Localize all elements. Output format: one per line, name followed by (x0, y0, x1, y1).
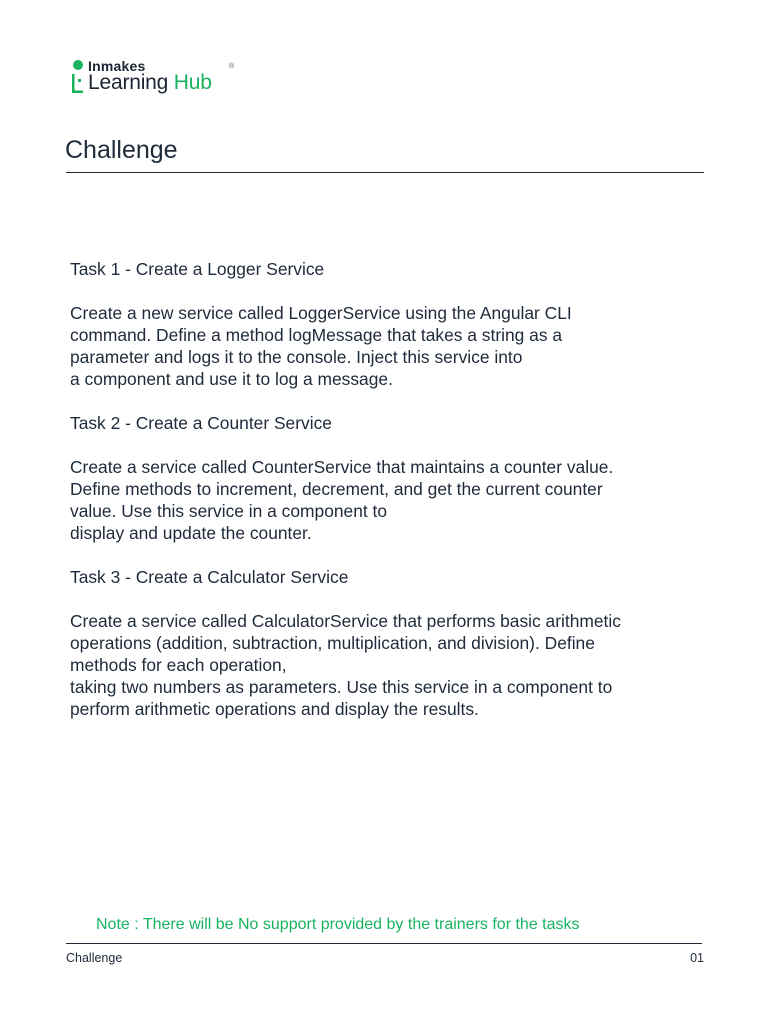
logo-brand: Inmakes (88, 58, 146, 74)
logo-name-learning: Learning (88, 71, 169, 94)
task-1-heading: Task 1 - Create a Logger Service (70, 259, 325, 279)
task-1-line: a component and use it to log a message. (70, 369, 393, 389)
task-3-heading: Task 3 - Create a Calculator Service (70, 567, 349, 587)
task-3-description (70, 610, 730, 720)
task-1-line: parameter and logs it to the console. Inject this service into (70, 347, 523, 367)
task-1-line: command. Define a method logMessage that takes a string as a (70, 325, 563, 345)
task-3-line: methods for each operation, (70, 655, 287, 675)
registered-mark: ® (229, 63, 235, 70)
footer-divider (66, 943, 702, 944)
footer-title: Challenge (66, 951, 123, 965)
logo-name (88, 71, 212, 95)
task-3-line: operations (addition, subtraction, multiplication, and division). Define (70, 633, 595, 653)
page-title: Challenge (65, 136, 178, 164)
logo-name-hub: Hub (173, 71, 212, 94)
task-2-heading: Task 2 - Create a Counter Service (70, 413, 332, 433)
page-number: 01 (690, 951, 704, 965)
logo-mark-icon (72, 73, 84, 93)
inmakes-logo (70, 58, 240, 98)
task-2-line: Define methods to increment, decrement, and get the current counter (70, 479, 603, 499)
task-1-line: Create a new service called LoggerService using the Angular CLI (70, 303, 572, 323)
support-note: Note : There will be No support provided by the trainers for the tasks (96, 916, 580, 933)
logo-dot-icon (73, 60, 83, 70)
task-2-line: value. Use this service in a component to (70, 501, 388, 521)
task-3-line: Create a service called CalculatorService that performs basic arithmetic (70, 611, 621, 631)
task-2-line: display and update the counter. (70, 523, 312, 543)
task-2-description (70, 456, 730, 544)
task-list (70, 258, 730, 742)
title-divider (66, 172, 704, 173)
task-3-line: taking two numbers as parameters. Use this service in a component to (70, 677, 613, 697)
task-2-line: Create a service called CounterService that maintains a counter value. (70, 457, 614, 477)
task-3-line: perform arithmetic operations and display the results. (70, 699, 479, 719)
task-1-description (70, 302, 730, 390)
